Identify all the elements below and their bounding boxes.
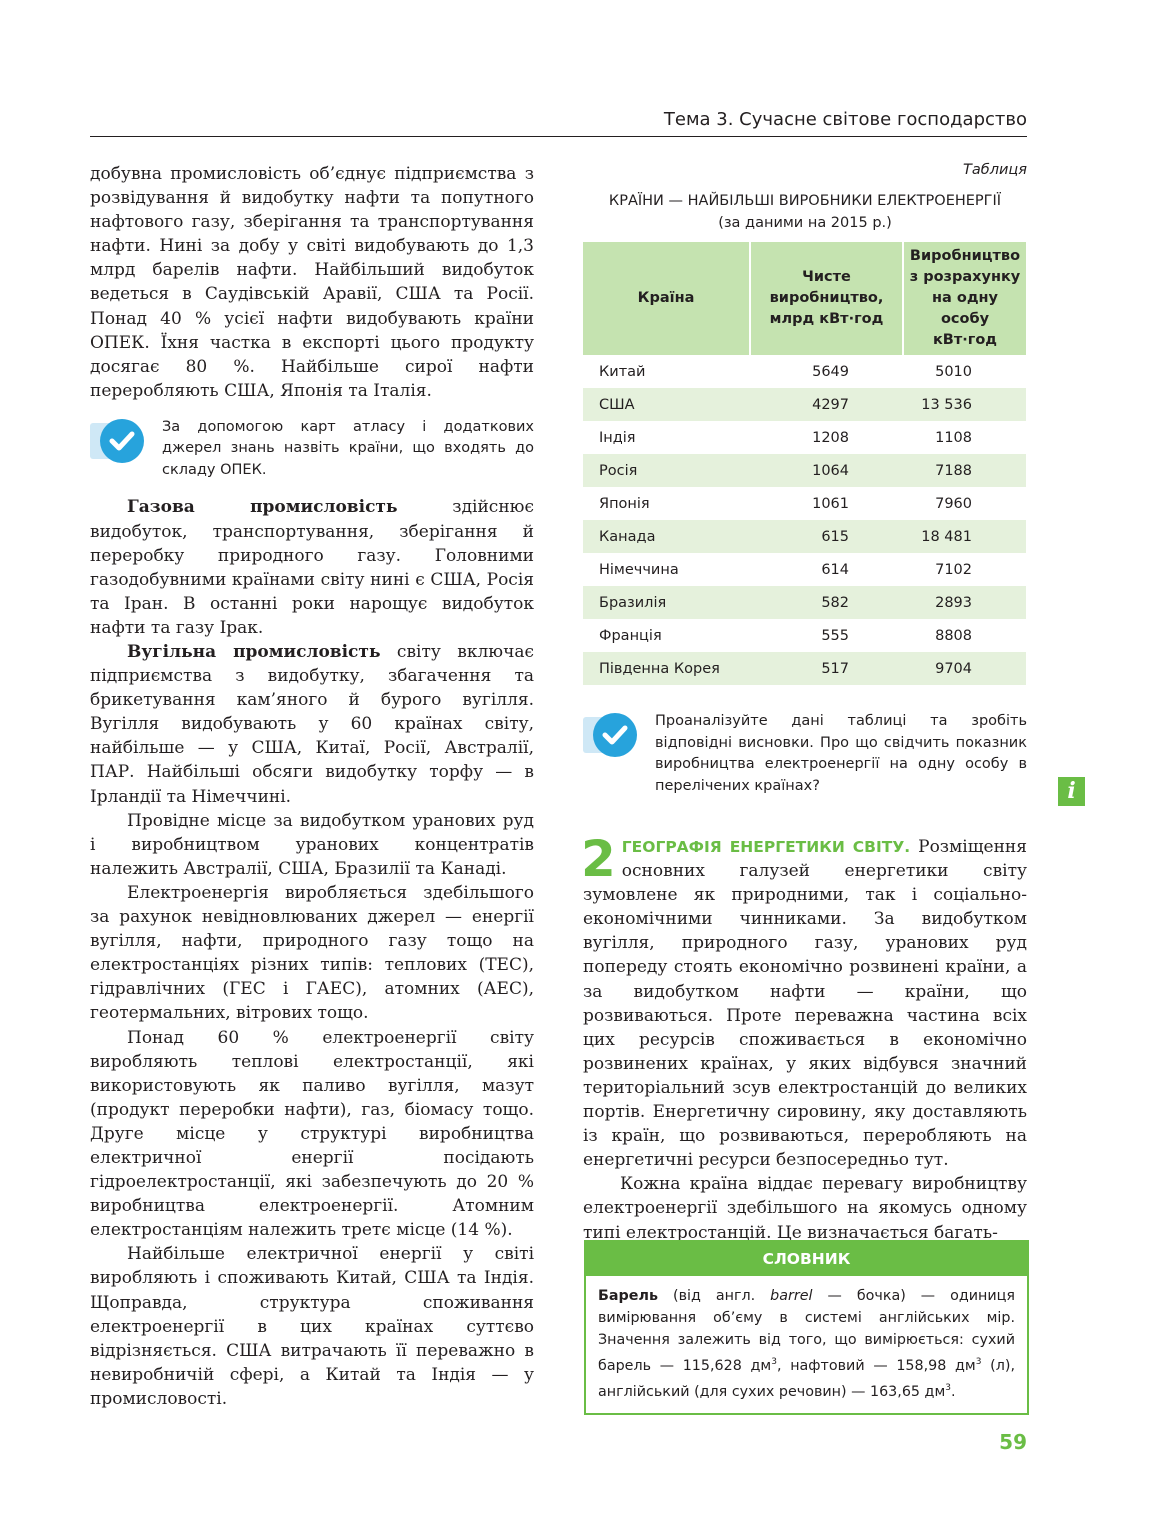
cell-net: 517 bbox=[750, 652, 903, 685]
cell-net: 555 bbox=[821, 627, 849, 644]
paragraph-electricity: Електроенергія виробляється здебільшого за рахунок невідновлюваних джерел — енергії вугілля, нафти, природного газу тощо на електростанціях різних типів: теплових (ТЕС), гідравлічних (ГЕС і ГАЕС), атомних (АЕС), геотермальних, вітрових тощо. bbox=[90, 882, 534, 1024]
cell-net: 5649 bbox=[812, 363, 849, 380]
task-opec bbox=[90, 417, 534, 482]
checkmark-icon bbox=[583, 713, 633, 763]
table-row bbox=[583, 652, 1026, 685]
cell-per-capita: 7102 bbox=[935, 561, 972, 578]
cell-country: Канада bbox=[583, 520, 750, 553]
cell-net: 1064 bbox=[750, 454, 903, 487]
table-row bbox=[583, 619, 1026, 652]
glossary-body: Барель (від англ. barrel — бочка) — одиниця вимірювання об’єму в системі англійських мір. Значення залежить від того, що вимірюється: сухий барель — 115,628 $дм^3$, нафтовий — 158,98 $дм^3$ (л), англійський (для сухих речовин) — 163,65 $дм^3$. bbox=[598, 1288, 1015, 1400]
page-number: 59 bbox=[999, 1430, 1027, 1454]
cell-country: Бразилія bbox=[583, 586, 750, 619]
column-header-country: Країна bbox=[583, 242, 750, 355]
table-subtitle: (за даними на 2015 р.) bbox=[718, 215, 892, 231]
cell-country: США bbox=[583, 388, 750, 421]
cell-per-capita: 7960 bbox=[935, 495, 972, 512]
table-row bbox=[583, 421, 1026, 454]
cell-country: Росія bbox=[583, 454, 750, 487]
cell-net: 4297 bbox=[750, 388, 903, 421]
cell-country: Німеччина bbox=[599, 561, 679, 578]
cell-country: Японія bbox=[599, 495, 650, 512]
column-header-per-capita: Виробництво з розрахунку на одну особу кВт·год bbox=[903, 242, 1026, 355]
glossary-box bbox=[584, 1240, 1029, 1415]
cell-net: 614 bbox=[821, 561, 849, 578]
section-energy-geography bbox=[581, 830, 1027, 1245]
glossary-term: Барель bbox=[598, 1288, 658, 1304]
cell-net: 1061 bbox=[812, 495, 849, 512]
table-title: КРАЇНИ — НАЙБІЛЬШІ ВИРОБНИКИ ЕЛЕКТРОЕНЕРГІЇ bbox=[608, 193, 1002, 209]
cell-per-capita: 18 481 bbox=[903, 520, 1026, 553]
section-title: ГЕОГРАФІЯ ЕНЕРГЕТИКИ СВІТУ. bbox=[621, 838, 911, 856]
section-paragraph-2: Кожна країна віддає перевагу виробництву електроенергії здебільшого на якомусь одному типі електростанцій. Це визначається багать- bbox=[583, 1174, 1027, 1243]
term-gas: Газова промисловість bbox=[127, 497, 398, 518]
cell-country: Індія bbox=[599, 429, 636, 446]
table-row bbox=[583, 355, 1026, 388]
table-row bbox=[583, 553, 1026, 586]
checkmark-icon bbox=[90, 419, 140, 469]
cell-per-capita: 13 536 bbox=[903, 388, 1026, 421]
electricity-table bbox=[583, 242, 1026, 685]
table-caption: Таблиця bbox=[963, 162, 1027, 178]
cell-per-capita: 1108 bbox=[935, 429, 972, 446]
paragraph-gas: Газова промисловість здійснює видобуток, транспортування, зберігання й переробку природного газу. Головними газодобувними країнами світу нині є США, Росія та Іран. В останні роки нарощує видобуток нафти та газу Ірак. bbox=[90, 497, 534, 638]
glossary-title: СЛОВНИК bbox=[586, 1242, 1027, 1276]
section-paragraph-1: ГЕОГРАФІЯ ЕНЕРГЕТИКИ СВІТУ. Розміщення основних галузей енергетики світу зумовлене як природними, так і соціально-економічними чинниками. За видобутком вугілля, природного газу, уранових руд попереду стоять економічно розвинені країни, а за видобутком нафти — країни, що розвиваються. Проте переважна частина всіх цих ресурсів споживається в економічно розвинених країнах, у яких відбувся значний територіальний зсув електростанцій до великих портів. Енергетичну сировину, яку доставляють із країн, що розвиваються, переробляють на енергетичні ресурси безпосередньо тут. bbox=[583, 837, 1027, 1171]
cell-per-capita: 8808 bbox=[935, 627, 972, 644]
task-analyze bbox=[583, 711, 1027, 797]
table-row bbox=[583, 520, 1026, 553]
table-row bbox=[583, 487, 1026, 520]
info-marker-icon: i bbox=[1058, 777, 1085, 806]
table-row bbox=[583, 388, 1026, 421]
cell-per-capita: 5010 bbox=[935, 363, 972, 380]
section-number: 2 bbox=[581, 830, 616, 888]
paragraph-tes: Понад 60 % електроенергії світу виробляють теплові електростанції, які використовують як паливо вугілля, мазут (продукт переробки нафти), газ, біомасу тощо. Друге місце у структурі виробництва електричної енергії посідають гідроелектростанції, які забезпечують до 20 % виробництва електроенергії. Атомним електростанціям належить третє місце (14 %). bbox=[90, 1027, 534, 1241]
cell-country: Південна Корея bbox=[583, 652, 750, 685]
cell-net: 582 bbox=[750, 586, 903, 619]
paragraph-coal: Вугільна промисловість світу включає підприємства з видобутку, збагачення та брикетування кам’яного й бурого вугілля. Вугілля видобувають у 60 країнах світу, найбільше — у США, Китаї, Росії, Австралії, ПАР. Найбільші обсяги видобутку торфу — в Ірландії та Німеччині. bbox=[90, 642, 534, 807]
column-header-net: Чисте виробництво, млрд кВт·год bbox=[750, 242, 903, 355]
left-column bbox=[90, 162, 534, 1411]
table-row bbox=[583, 586, 1026, 619]
paragraph-oil: добувна промисловість об’єднує підприємства з розвідування й видобутку нафти та попутного нафтового газу, зберігання та транспортування нафти. Нині за добу у світі видобувають до 1,3 млрд барелів нафти. Найбільший видобуток ведеться в Саудівській Аравії, США та Росії. Понад 40 % усієї нафти видобувають країни ОПЕК. Їхня частка в експорті цього продукту досягає 80 %. Найбільше сирої нафти переробляють США, Японія та Італія. bbox=[90, 164, 534, 401]
page-header bbox=[90, 106, 1027, 137]
right-column bbox=[583, 162, 1027, 1245]
paragraph-consumption: Найбільше електричної енергії у світі виробляють і споживають Китай, США та Індія. Щоправда, структура споживання електроенергії в цих країнах суттєво відрізняється. США витрачають її переважно в невиробничій сфері, а Китай та Індія — у промисловості. bbox=[90, 1244, 534, 1409]
cell-per-capita: 9704 bbox=[903, 652, 1026, 685]
cell-country: Франція bbox=[599, 627, 662, 644]
header-title: Тема 3. Сучасне світове господарство bbox=[663, 109, 1027, 130]
cell-net: 615 bbox=[750, 520, 903, 553]
cell-net: 1208 bbox=[812, 429, 849, 446]
cell-country: Китай bbox=[599, 363, 646, 380]
table-row bbox=[583, 454, 1026, 487]
cell-per-capita: 2893 bbox=[903, 586, 1026, 619]
task-text: Проаналізуйте дані таблиці та зробіть відповідні висновки. Про що свідчить показник виробництва електроенергії на одну особу в перелічених країнах? bbox=[655, 713, 1027, 794]
cell-per-capita: 7188 bbox=[903, 454, 1026, 487]
term-coal: Вугільна промисловість bbox=[127, 642, 381, 662]
paragraph-uranium: Провідне місце за видобутком уранових руд і виробництвом уранових концентратів належить Австралії, США, Бразилії та Канаді. bbox=[90, 810, 534, 879]
task-text: За допомогою карт атласу і додаткових джерел знань назвіть країни, що входять до складу ОПЕК. bbox=[162, 418, 534, 478]
